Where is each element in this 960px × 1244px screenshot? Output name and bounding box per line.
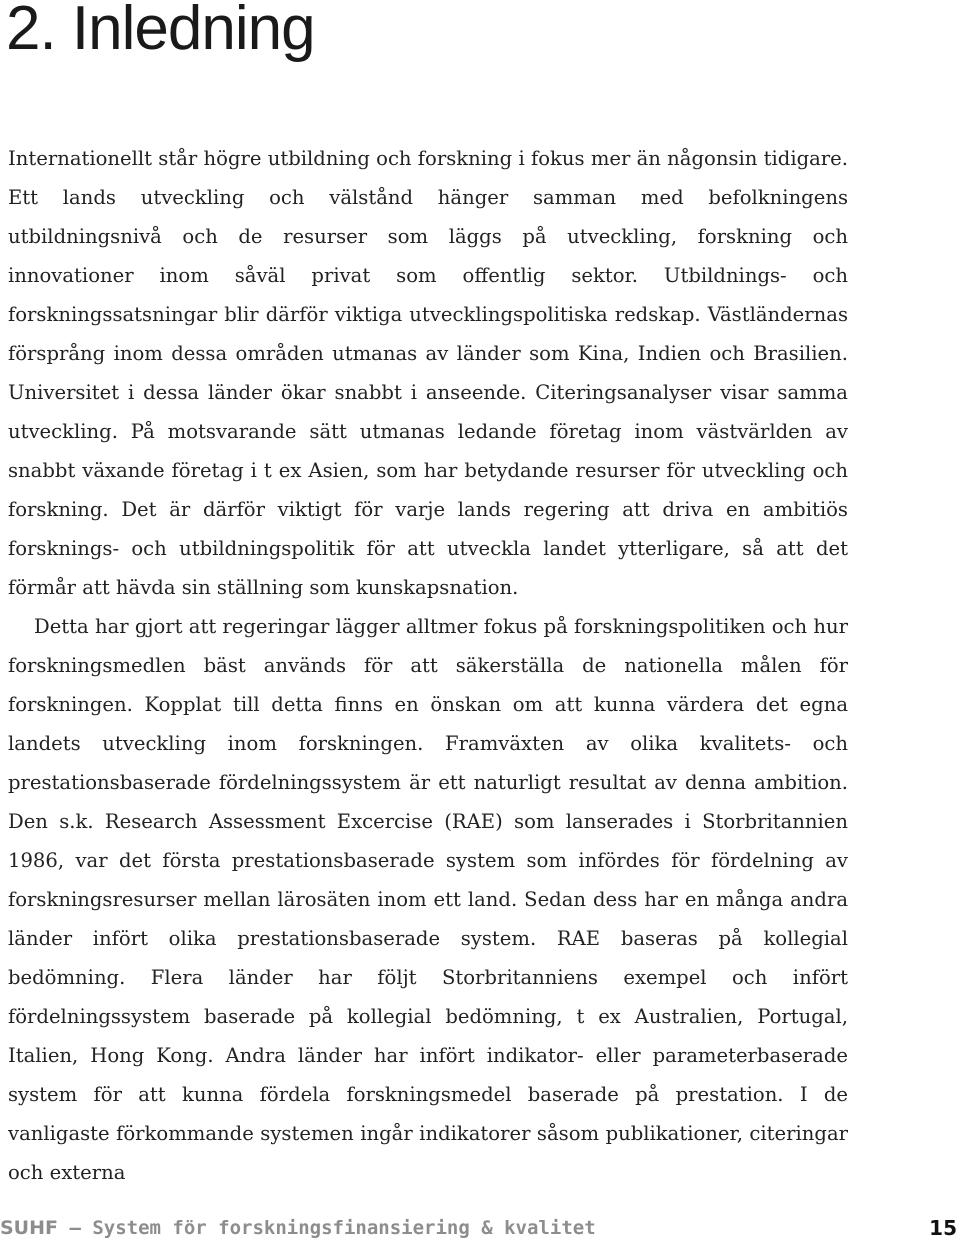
footer-publication	[0, 1216, 596, 1240]
paragraph: Internationellt står högre utbildning och forskning i fokus mer än någonsin tidigare. Ett lands utveckling och välstånd hänger samman med befolkningens utbildningsnivå och de resurser som läggs på utveckling, forskning och innovationer inom såväl privat som offentlig sektor. Utbildnings- och forskningssatsningar blir därför viktiga utvecklingspolitiska redskap. Västländernas försprång inom dessa områden utmanas av länder som Kina, Indien och Brasilien. Universitet i dessa länder ökar snabbt i anseende. Citeringsanalyser visar samma utveckling. På motsvarande sätt utmanas ledande företag inom västvärlden av snabbt växande företag i t ex Asien, som har betydande resurser för utveckling och forskning. Det är därför viktigt för varje lands regering att driva en ambitiös forsknings- och utbildningspolitik för att utveckla landet ytterligare, så att det förmår att hävda sin ställning som kunskapsnation.	[8, 147, 848, 599]
page-number: 15	[929, 1216, 957, 1240]
page-title: 2. Inledning	[6, 0, 315, 63]
footer-brand: SUHF	[0, 1217, 58, 1239]
page-footer	[0, 1216, 960, 1240]
body-text	[8, 139, 848, 1192]
footer-subtitle: – System för forskningsfinansiering & kvalitet	[58, 1217, 596, 1239]
paragraph: Detta har gjort att regeringar lägger alltmer fokus på forskningspolitiken och hur forskningsmedlen bäst används för att säkerställa de nationella målen för forskningen. Kopplat till detta finns en önskan om att kunna värdera det egna landets utveckling inom forskningen. Framväxten av olika kvalitets- och prestationsbaserade fördelningssystem är ett naturligt resultat av denna ambition. Den s.k. Research Assessment Excercise (RAE) som lanserades i Storbritannien 1986, var det första prestationsbaserade system som infördes för fördelning av forskningsresurser mellan lärosäten inom ett land. Sedan dess har en många andra länder infört olika prestationsbaserade system. RAE baseras på kollegial bedömning. Flera länder har följt Storbritanniens exempel och infört fördelningssystem baserade på kollegial bedömning, t ex Australien, Portugal, Italien, Hong Kong. Andra länder har infört indikator- eller parameterbaserade system för att kunna fördela forskningsmedel baserade på prestation. I de vanligaste förkommande systemen ingår indikatorer såsom publikationer, citeringar och externa	[8, 615, 848, 1184]
